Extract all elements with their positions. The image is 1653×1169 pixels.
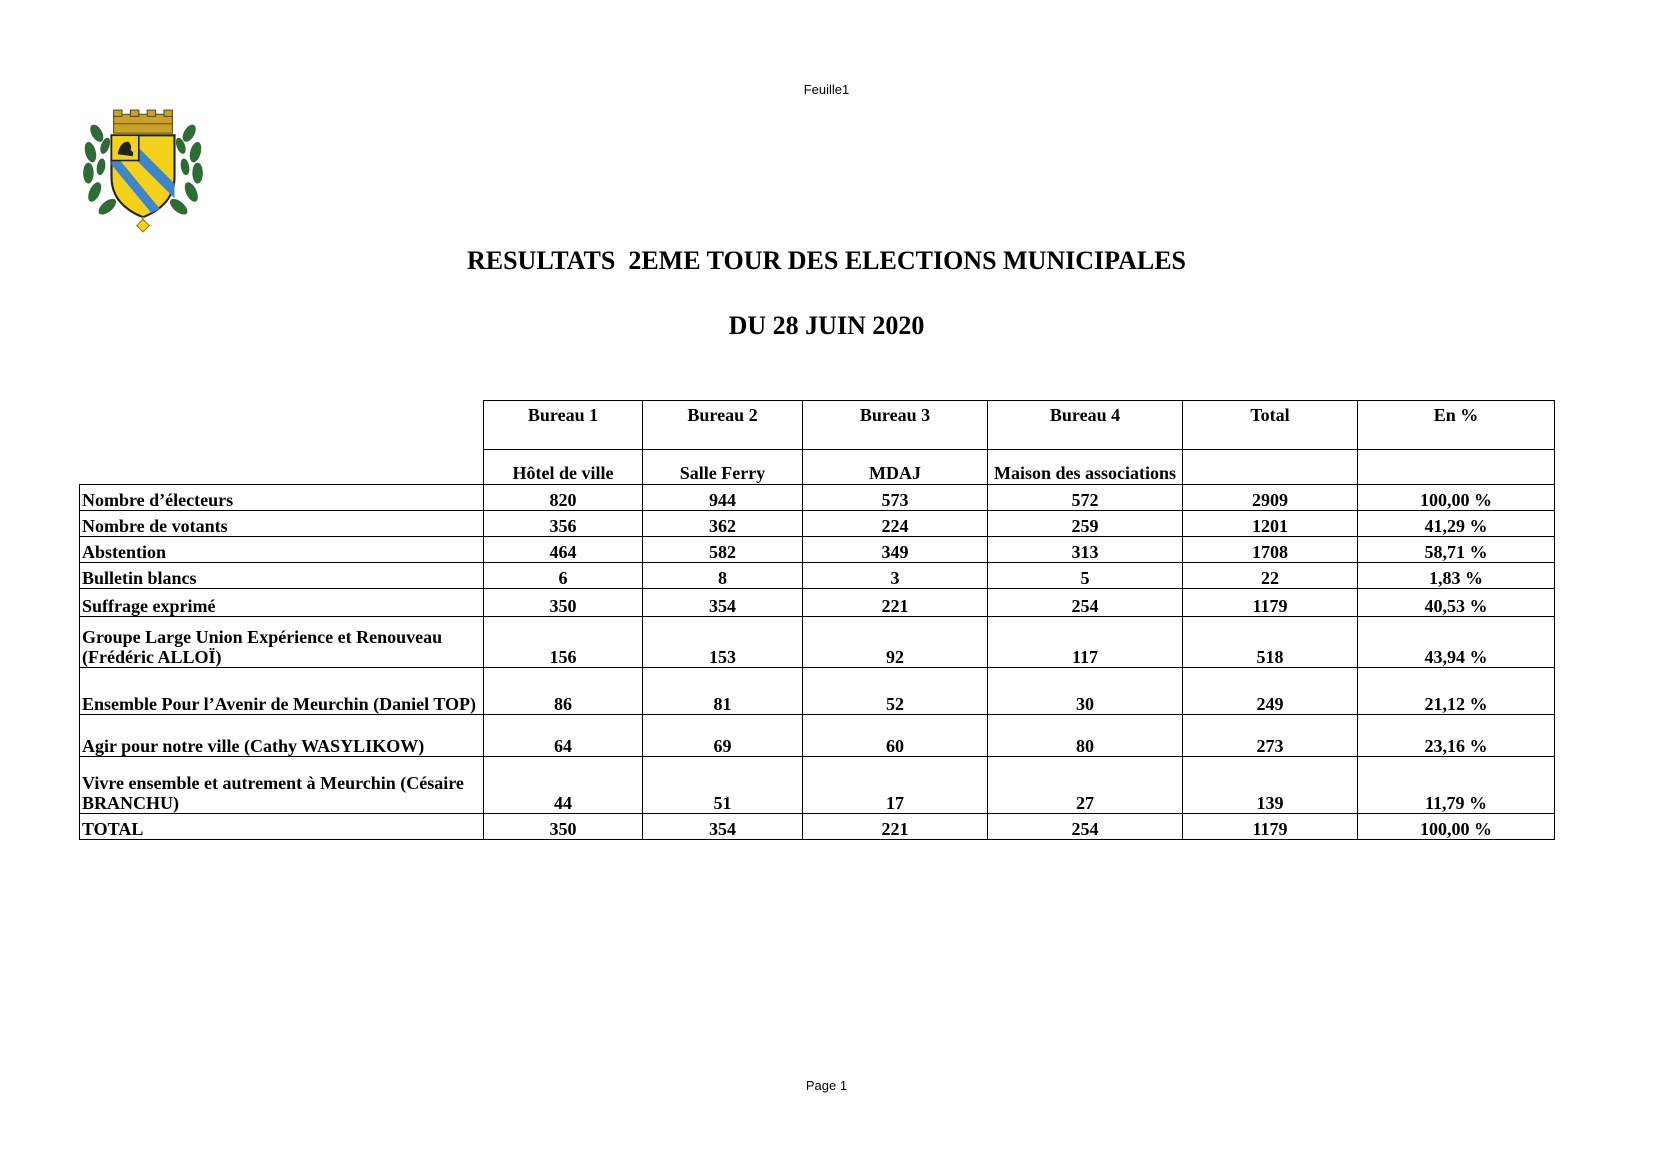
cell-value: 6 — [484, 563, 643, 589]
table-row — [80, 589, 1555, 617]
cell-value: 273 — [1183, 715, 1358, 757]
col-header-sub: Hôtel de ville — [512, 463, 614, 483]
cell-value: 249 — [1183, 668, 1358, 715]
results-table — [79, 400, 1555, 840]
col-header-name: Bureau 1 — [527, 405, 599, 425]
col-header-sub: Salle Ferry — [679, 463, 766, 483]
cell-value: 362 — [643, 511, 803, 537]
table-row — [80, 485, 1555, 511]
mural-crown — [114, 110, 173, 133]
shield — [112, 135, 175, 217]
table-row — [80, 757, 1555, 814]
cell-value: 1201 — [1183, 511, 1358, 537]
cell-value: 58,71 % — [1358, 537, 1555, 563]
cell-value: 254 — [988, 814, 1183, 840]
cell-value: 52 — [803, 668, 988, 715]
cell-value: 86 — [484, 668, 643, 715]
cell-value: 1708 — [1183, 537, 1358, 563]
cell-value: 464 — [484, 537, 643, 563]
row-label: Ensemble Pour l’Avenir de Meurchin (Daniel TOP) — [80, 668, 484, 715]
cell-value: 81 — [643, 668, 803, 715]
cell-value: 356 — [484, 511, 643, 537]
col-header — [643, 401, 803, 450]
cell-value: 572 — [988, 485, 1183, 511]
col-subheader — [1358, 450, 1555, 485]
cell-value: 40,53 % — [1358, 589, 1555, 617]
cell-value: 22 — [1183, 563, 1358, 589]
cell-value: 1,83 % — [1358, 563, 1555, 589]
cell-value: 354 — [643, 814, 803, 840]
cell-value: 23,16 % — [1358, 715, 1555, 757]
cell-value: 3 — [803, 563, 988, 589]
coat-of-arms-icon — [80, 108, 206, 234]
col-header-name: Bureau 4 — [1049, 405, 1121, 425]
document-subtitle: DU 28 JUIN 2020 — [728, 311, 925, 340]
page-number: Page 1 — [805, 1078, 848, 1093]
row-label: Nombre de votants — [80, 511, 484, 537]
cell-value: 221 — [803, 589, 988, 617]
cell-value: 17 — [803, 757, 988, 814]
cell-value: 582 — [643, 537, 803, 563]
col-header-name: Total — [1250, 405, 1290, 425]
cell-value: 100,00 % — [1358, 485, 1555, 511]
cell-value: 944 — [643, 485, 803, 511]
col-header-name: Bureau 3 — [859, 405, 931, 425]
header-name-row — [80, 401, 1555, 450]
cell-value: 64 — [484, 715, 643, 757]
col-header — [988, 401, 1183, 450]
cell-value: 11,79 % — [1358, 757, 1555, 814]
cell-value: 259 — [988, 511, 1183, 537]
document-title: RESULTATS 2EME TOUR DES ELECTIONS MUNICIPALES — [466, 246, 1187, 275]
col-header — [1358, 401, 1555, 450]
row-label: Agir pour notre ville (Cathy WASYLIKOW) — [80, 715, 484, 757]
row-label: Vivre ensemble et autrement à Meurchin (Césaire BRANCHU) — [80, 757, 484, 814]
cell-value: 254 — [988, 589, 1183, 617]
table-row — [80, 617, 1555, 668]
cell-value: 27 — [988, 757, 1183, 814]
table-row — [80, 668, 1555, 715]
row-label: Abstention — [80, 537, 484, 563]
cell-value: 221 — [803, 814, 988, 840]
cell-value: 100,00 % — [1358, 814, 1555, 840]
cell-value: 153 — [643, 617, 803, 668]
col-header — [1183, 401, 1358, 450]
cell-value: 21,12 % — [1358, 668, 1555, 715]
table-row — [80, 537, 1555, 563]
cell-value: 1179 — [1183, 589, 1358, 617]
cell-value: 60 — [803, 715, 988, 757]
col-header-name: Bureau 2 — [687, 405, 758, 425]
cell-value: 69 — [643, 715, 803, 757]
row-label: Suffrage exprimé — [80, 589, 484, 617]
row-label: TOTAL — [80, 814, 484, 840]
col-subheader — [484, 450, 643, 485]
cell-value: 139 — [1183, 757, 1358, 814]
cell-value: 354 — [643, 589, 803, 617]
header-corner — [80, 401, 484, 485]
cell-value: 41,29 % — [1358, 511, 1555, 537]
cell-value: 117 — [988, 617, 1183, 668]
sheet-name: Feuille1 — [803, 82, 850, 97]
cell-value: 349 — [803, 537, 988, 563]
col-subheader — [1183, 450, 1358, 485]
cell-value: 80 — [988, 715, 1183, 757]
row-label: Bulletin blancs — [80, 563, 484, 589]
col-header-sub: Maison des associations — [993, 463, 1177, 483]
cell-value: 44 — [484, 757, 643, 814]
cell-value: 350 — [484, 589, 643, 617]
cross-medal — [137, 217, 150, 232]
cell-value: 1179 — [1183, 814, 1358, 840]
cell-value: 2909 — [1183, 485, 1358, 511]
cell-value: 5 — [988, 563, 1183, 589]
table-row — [80, 715, 1555, 757]
table-row — [80, 563, 1555, 589]
cell-value: 350 — [484, 814, 643, 840]
cell-value: 51 — [643, 757, 803, 814]
table-row — [80, 511, 1555, 537]
row-label: Nombre d’électeurs — [80, 485, 484, 511]
col-header — [484, 401, 643, 450]
cell-value: 30 — [988, 668, 1183, 715]
col-subheader — [643, 450, 803, 485]
cell-value: 43,94 % — [1358, 617, 1555, 668]
cell-value: 8 — [643, 563, 803, 589]
cell-value: 313 — [988, 537, 1183, 563]
col-header — [803, 401, 988, 450]
cell-value: 92 — [803, 617, 988, 668]
col-subheader — [803, 450, 988, 485]
col-subheader — [988, 450, 1183, 485]
table-row — [80, 814, 1555, 840]
cell-value: 518 — [1183, 617, 1358, 668]
cell-value: 573 — [803, 485, 988, 511]
row-label: Groupe Large Union Expérience et Renouveau (Frédéric ALLOÏ) — [80, 617, 484, 668]
col-header-sub: MDAJ — [869, 463, 921, 483]
col-header-name: En % — [1433, 405, 1479, 425]
cell-value: 156 — [484, 617, 643, 668]
cell-value: 820 — [484, 485, 643, 511]
cell-value: 224 — [803, 511, 988, 537]
